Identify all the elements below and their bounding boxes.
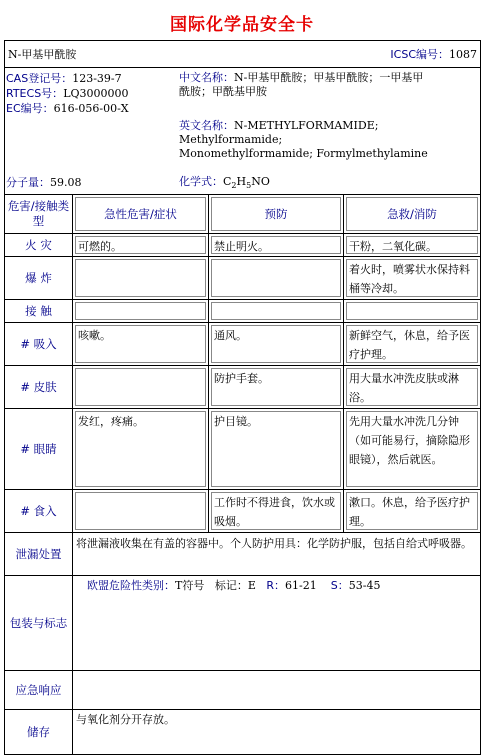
hazard-cell: 可燃的。	[75, 236, 206, 254]
row-label: 火 灾	[5, 234, 73, 256]
row-label: # 皮肤	[5, 366, 73, 408]
prevention-cell: 禁止明火。	[211, 236, 341, 254]
spill-text: 将泄漏液收集在有盖的容器中。个人防护用具：化学防护服，包括自给式呼吸器。	[76, 537, 472, 550]
card-frame	[4, 40, 481, 755]
table-row	[5, 234, 480, 257]
header-hazard: 急性危害/症状	[104, 206, 177, 221]
info-section	[5, 68, 480, 195]
table-row	[5, 409, 480, 490]
cas-number: CAS登记号：123-39-7	[6, 72, 122, 85]
card-title: 国际化学品安全卡	[170, 15, 314, 35]
row-label: 接 触	[5, 300, 73, 322]
prevention-cell: 工作时不得进食，饮水或吸烟。	[211, 492, 341, 530]
prevention-cell	[211, 259, 341, 297]
hazard-cell: 咳嗽。	[75, 325, 206, 363]
prevention-cell: 通风。	[211, 325, 341, 363]
storage-text: 与氧化剂分开存放。	[76, 713, 175, 726]
ident-row	[5, 41, 480, 68]
emergency-label: 应急响应	[5, 671, 73, 709]
aid-cell: 着火时，喷雾状水保持料桶等冷却。	[346, 259, 478, 297]
header-prevention: 预防	[264, 206, 288, 221]
table-header	[5, 195, 480, 234]
table-row	[5, 366, 480, 409]
emergency-row	[5, 671, 480, 710]
prevention-cell	[211, 302, 341, 320]
row-label: # 吸入	[5, 323, 73, 365]
emergency-text	[73, 671, 480, 709]
chemical-name: N-甲基甲酰胺	[8, 48, 77, 61]
aid-cell: 新鲜空气，休息，给予医疗护理。	[346, 325, 478, 363]
molecular-weight: 分子量：59.08	[6, 176, 82, 189]
rtecs-number: RTECS号：LQ3000000	[6, 87, 129, 100]
hazard-cell	[75, 302, 206, 320]
english-name: 英文名称：N-METHYLFORMAMIDE; Methylformamide; Monomethylformamide; Formylmethylamine	[179, 119, 428, 160]
hazard-cell	[75, 368, 206, 406]
prevention-cell: 防护手套。	[211, 368, 341, 406]
table-row	[5, 323, 480, 366]
aid-cell: 干粉，二氧化碳。	[346, 236, 478, 254]
prevention-cell: 护目镜。	[211, 411, 341, 487]
hazard-cell: 发红，疼痛。	[75, 411, 206, 487]
spill-row	[5, 533, 480, 576]
storage-label: 储存	[5, 710, 73, 754]
storage-row	[5, 710, 480, 754]
chinese-name: 中文名称：N-甲基甲酰胺；甲基甲酰胺；一甲基甲 酰胺；甲酰基甲胺	[179, 71, 424, 98]
row-label: # 眼睛	[5, 409, 73, 489]
aid-cell	[346, 302, 478, 320]
table-row	[5, 300, 480, 323]
packaging-text: 欧盟危险性类别：T符号 标记：E R：61-21 S：53-45	[87, 579, 381, 592]
packaging-row	[5, 576, 480, 671]
row-label: 爆 炸	[5, 257, 73, 299]
row-label: # 食入	[5, 490, 73, 532]
packaging-label: 包装与标志	[5, 576, 73, 670]
table-row	[5, 490, 480, 533]
aid-cell: 漱口。休息，给予医疗护理。	[346, 492, 478, 530]
icsc-number: ICSC编号：1087	[390, 48, 477, 61]
aid-cell: 用大量水冲洗皮肤或淋浴。	[346, 368, 478, 406]
table-row	[5, 257, 480, 300]
spill-label: 泄漏处置	[5, 533, 73, 575]
hazard-cell	[75, 492, 206, 530]
header-type: 危害/接触类型	[5, 195, 73, 233]
hazard-cell	[75, 259, 206, 297]
header-aid: 急救/消防	[387, 206, 437, 221]
ec-number: EC编号：616-056-00-X	[6, 102, 129, 115]
chemical-formula: 化学式：$C_2H_5NO$	[179, 175, 270, 191]
aid-cell: 先用大量水冲洗几分钟（如可能易行，摘除隐形眼镜），然后就医。	[346, 411, 478, 487]
